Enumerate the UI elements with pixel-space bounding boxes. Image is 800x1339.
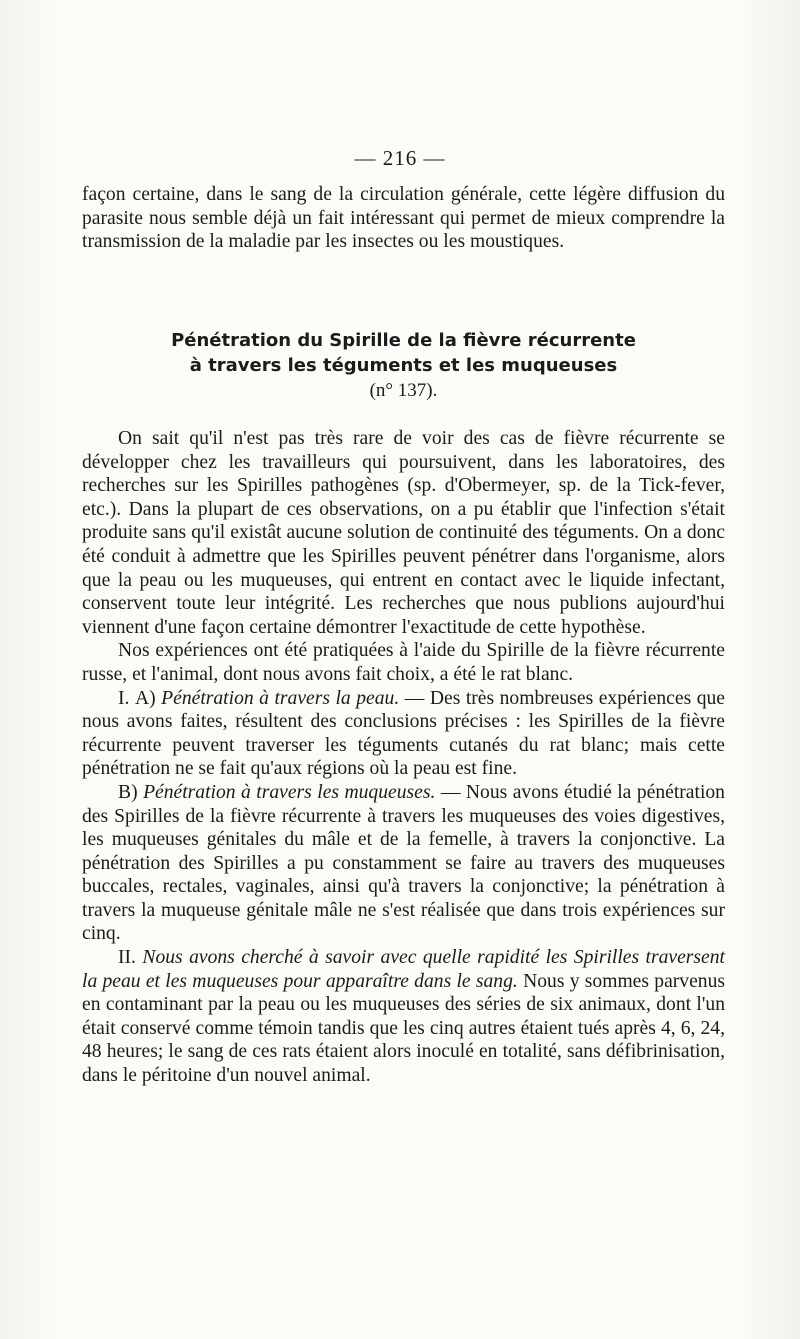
intro-paragraph (82, 183, 725, 254)
paragraph-4-text: — Nous avons étudié la pénétration des Spirilles de la fièvre récurrente à travers les muqueuses des voies digestives, les muqueuses génitales du mâle et de la femelle, à travers la conjonctive. La pénétration des Spirilles a pu constamment se faire au travers des muqueuses buccales, rectales, vaginales, ainsi qu'à travers la conjonctive; la pénétration à travers la muqueuse génitale mâle ne s'est réalisée que dans trois expériences sur cinq. (82, 781, 725, 945)
paragraph-4-heading: Pénétration à travers les muqueuses. (143, 781, 436, 803)
paragraph-3 (82, 687, 725, 781)
section-reference: (n° 137). (369, 380, 438, 401)
intro-text: façon certaine, dans le sang de la circulation générale, cette légère diffusion du parasite nous semble déjà un fait intéressant qui permet de mieux comprendre la transmission de la maladie par les insectes ou les moustiques. (82, 184, 725, 253)
paragraph-3-letter: A) (134, 687, 156, 709)
paragraph-3-text: — Des très nombreuses expériences que nous avons faites, résultent des conclusions précises : les Spirilles de la fièvre récurrente peuvent traverser les téguments cutanés du rat blanc; mais cette pénétration ne se fait qu'aux régions où la peau est fine. (82, 687, 725, 780)
paragraph-3-heading: Pénétration à travers la peau. (161, 687, 400, 709)
section-title-line-1: Pénétration du Spirille de la fièvre récurrente (171, 330, 636, 351)
paragraph-2: Nos expériences ont été pratiquées à l'aide du Spirille de la fièvre récurrente russe, et l'animal, dont nous avons fait choix, a été le rat blanc. (82, 640, 725, 685)
paragraph-5-number: II. (118, 947, 136, 969)
section-title-line-2: à travers les téguments et les muqueuses (189, 355, 618, 376)
paragraph-1: On sait qu'il n'est pas très rare de voir des cas de fièvre récurrente se développer chez les travailleurs qui poursuivent, dans les laboratoires, des recherches sur les Spirilles pathogènes (sp. d'Obermeyer, sp. de la Tick-fever, etc.). Dans la plupart de ces observations, on a pu établir que l'infection s'était produite sans qu'il existât aucune solution de continuité des téguments. On a donc été conduit à admettre que les Spirilles peuvent pénétrer dans l'organisme, alors que la peau ou les muqueuses, qui entrent en contact avec le liquide infectant, conservent toute leur intégrité. Les recherches que nous publions aujourd'hui viennent d'une façon certaine démontrer l'exactitude de cette hypothèse. (82, 428, 725, 638)
section-body (82, 427, 725, 1088)
page-number: — 216 — (354, 146, 446, 170)
paragraph-5 (82, 946, 725, 1088)
paragraph-4-letter: B) (118, 781, 138, 803)
paragraph-5-text: Nous y sommes parvenus en contaminant par la peau ou les muqueuses des séries de six animaux, dont l'un était conservé comme témoin tandis que les cinq autres étaient tués après 4, 6, 24, 48 heures; le sang de ces rats étaient alors inoculé en totalité, sans défibrinisation, dans le péritoine d'un nouvel animal. (82, 970, 725, 1087)
paragraph-4 (82, 781, 725, 946)
section-title (82, 328, 725, 378)
paragraph-5-heading: Nous avons cherché à savoir avec quelle rapidité les Spirilles traversent la peau et les muqueuses pour apparaître dans le sang. (82, 947, 725, 992)
paragraph-3-number: I. (118, 687, 130, 709)
